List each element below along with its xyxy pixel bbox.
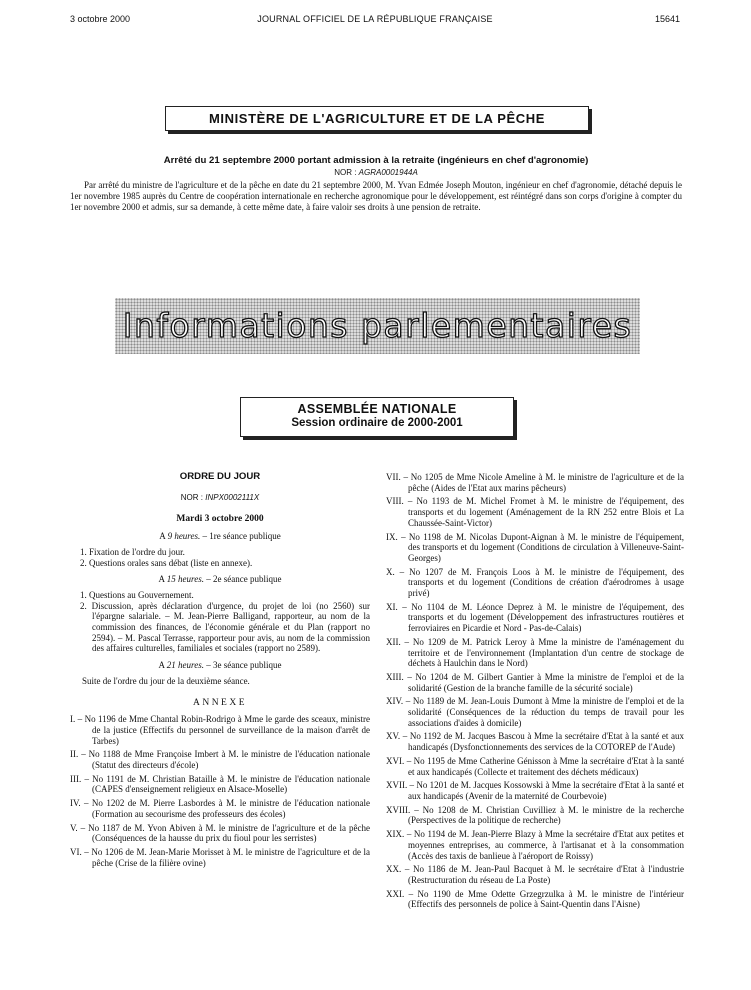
- ministry-heading-box: MINISTÈRE DE L'AGRICULTURE ET DE LA PÊCHE: [165, 106, 589, 131]
- arrete-nor: [70, 168, 682, 177]
- agenda-nor: [70, 493, 370, 504]
- session-2-time: 15 heures.: [166, 574, 204, 585]
- session-1-label: – 1re séance publique: [202, 531, 281, 542]
- session-3-heading: A 21 heures. – 3e séance publique: [158, 660, 282, 671]
- question-item: VII. – No 1205 de Mme Nicole Ameline à M. le ministre de l'agriculture et de la pêche (Aides de l'Etat aux marins pêcheurs): [386, 472, 684, 493]
- question-item: XIX. – No 1194 de M. Jean-Pierre Blazy à Mme la secrétaire d'Etat aux petites et moyennes entreprises, au commerce, à l'artisanat et à la consommation (Accès des taxis de banlieue à l'aéroport de Roissy): [386, 829, 684, 861]
- question-item: VI. – No 1206 de M. Jean-Marie Morisset à M. le ministre de l'agriculture et de la pêche (Crise de la filière ovine): [70, 846, 370, 868]
- question-item: VIII. – No 1193 de M. Michel Fromet à M. le ministre de l'équipement, des transports et du logement (Aménagement de la RN 252 entre Blois et La Chaussée-Saint-Victor): [386, 496, 684, 528]
- annexe-heading: ANNEXE: [192, 697, 248, 708]
- session-1-item: 2. Questions orales sans débat (liste en annexe).: [80, 557, 253, 568]
- session-3-time: 21 heures.: [166, 660, 204, 671]
- arrete-body: Par arrêté du ministre de l'agriculture et de la pêche en date du 21 septembre 2000, M. Yvan Edmée Joseph Mouton, ingénieur en chef d'agronomie, détaché depuis le 1er novembre 1985 auprès du Centre de coopération internationale en recherche agronomique pour le développement, est réintégré dans son corps d'origine à compter du 1er novembre 2000 et admis, sur sa demande, à cette même date, à faire valoir ses droits à une pension de retraite.: [70, 180, 682, 212]
- header-page-number: 15641: [654, 14, 680, 24]
- arrete-title: Arrêté du 21 septembre 2000 portant admission à la retraite (ingénieurs en chef d'agronomie): [163, 155, 589, 166]
- assembly-heading-box: [240, 397, 514, 437]
- agenda-date: Mardi 3 octobre 2000: [176, 514, 264, 525]
- section-banner: Informations parlementaires: [115, 298, 640, 354]
- question-item: XIV. – No 1189 de M. Jean-Louis Dumont à Mme la ministre de l'emploi et de la solidarité (Conséquences de la réduction du temps de travail pour les associations d'aides à domicile): [386, 696, 684, 728]
- question-item: XV. – No 1192 de M. Jacques Bascou à Mme la secrétaire d'Etat à la santé et aux handicapés (Dysfonctionnements des services de la COTOREP de l'Aude): [386, 731, 684, 753]
- arrete-nor-value: AGRA0001944A: [358, 168, 418, 177]
- question-item: X. – No 1207 de M. François Loos à M. le ministre de l'équipement, des transports et du logement (Conditions de création d'aérodromes à usage privé): [386, 566, 684, 599]
- agenda-heading: ORDRE DU JOUR: [179, 471, 261, 482]
- question-item: XXI. – No 1190 de Mme Odette Grzegrzulka à M. le ministre de l'intérieur (Effectifs des personnels de police à Saint-Quentin dans l'Aisne): [386, 888, 684, 910]
- right-column: [386, 472, 684, 910]
- arrete-nor-label: NOR :: [334, 168, 357, 177]
- question-item: XVIII. – No 1208 de M. Christian Cuvilliez à M. le ministre de la recherche (Perspectives de la politique de recherche): [386, 804, 684, 826]
- assembly-session: Session ordinaire de 2000-2001: [291, 417, 463, 429]
- session-2-item: 2. Discussion, après déclaration d'urgence, du projet de loi (no 2560) sur l'épargne salariale. – M. Jean-Pierre Balligand, rapporteur, au nom de la commission des finances, de l'économie générale et du Plan (rapport no 2594). – M. Pascal Terrasse, rapporteur pour avis, au nom de la commission des affaires culturelles, familiales et sociales (rapport no 2589).: [80, 600, 370, 654]
- question-item: I. – No 1196 de Mme Chantal Robin-Rodrigo à Mme le garde des sceaux, ministre de la justice (Effectifs du personnel de surveillance de la maison d'arrêt de Tarbes): [70, 714, 370, 746]
- question-item: XX. – No 1186 de M. Jean-Paul Bacquet à M. le secrétaire d'Etat à l'industrie (Restructuration du réseau de La Poste): [386, 864, 684, 885]
- session-3-label: – 3e séance publique: [206, 660, 282, 671]
- left-column: [70, 472, 370, 868]
- header-journal-title: JOURNAL OFFICIEL DE LA RÉPUBLIQUE FRANÇAISE: [257, 14, 493, 24]
- question-item: XI. – No 1104 de M. Léonce Deprez à M. le ministre de l'équipement, des transports et du logement (Développement des infrastructures routières et ferroviaires en Picardie et Nord - Pas-de-Calais): [386, 601, 684, 634]
- session-1-item: 1. Fixation de l'ordre du jour.: [80, 546, 185, 557]
- question-item: IV. – No 1202 de M. Pierre Lasbordes à M. le ministre de l'éducation nationale (Formation au secourisme des professeurs des écoles): [70, 798, 370, 819]
- session-1-heading: A 9 heures. – 1re séance publique: [159, 531, 281, 542]
- session-2-heading: A 15 heures. – 2e séance publique: [158, 574, 282, 585]
- question-item: XIII. – No 1204 de M. Gilbert Gantier à Mme la ministre de l'emploi et de la solidarité (Gestion de la branche famille de la sécurité sociale): [386, 671, 684, 693]
- question-item: XII. – No 1209 de M. Patrick Leroy à Mme la ministre de l'aménagement du territoire et de l'environnement (Implantation d'un centre de stockage de déchets à Haulchin dans le Nord): [386, 636, 684, 669]
- agenda-nor-label: NOR :: [180, 492, 204, 502]
- question-item: III. – No 1191 de M. Christian Bataille à M. le ministre de l'éducation nationale (CAPES d'enseignement religieux en Alsace-Moselle): [70, 773, 370, 795]
- question-item: XVI. – No 1195 de Mme Catherine Génisson à Mme la secrétaire d'Etat à la santé et aux handicapés (Collecte et traitement des déchets médicaux): [386, 755, 684, 777]
- session-1-time: 9 heures.: [167, 531, 201, 542]
- question-item: V. – No 1187 de M. Yvon Abiven à M. le ministre de l'agriculture et de la pêche (Conséquences de la hausse du prix du fioul pour les serristes): [70, 822, 370, 844]
- assembly-title: ASSEMBLÉE NATIONALE: [297, 402, 457, 416]
- session-2-item: 1. Questions au Gouvernement.: [80, 589, 194, 600]
- session-3-text: Suite de l'ordre du jour de la deuxième séance.: [82, 675, 250, 686]
- header-date: 3 octobre 2000: [70, 14, 131, 24]
- question-item: II. – No 1188 de Mme Françoise Imbert à M. le ministre de l'éducation nationale (Statut des directeurs d'école): [70, 749, 370, 771]
- agenda-nor-value: INPX0002111X: [205, 492, 260, 502]
- session-2-label: – 2e séance publique: [206, 574, 282, 585]
- question-item: IX. – No 1198 de M. Nicolas Dupont-Aignan à M. le ministre de l'équipement, des transports et du logement (Conditions de circulation à Villeneuve-Saint-Georges): [386, 531, 684, 563]
- page-header: [70, 14, 680, 28]
- question-item: XVII. – No 1201 de M. Jacques Kossowski à Mme la secrétaire d'Etat à la santé et aux handicapés (Avenir de la maternité de Courbevoie): [386, 780, 684, 801]
